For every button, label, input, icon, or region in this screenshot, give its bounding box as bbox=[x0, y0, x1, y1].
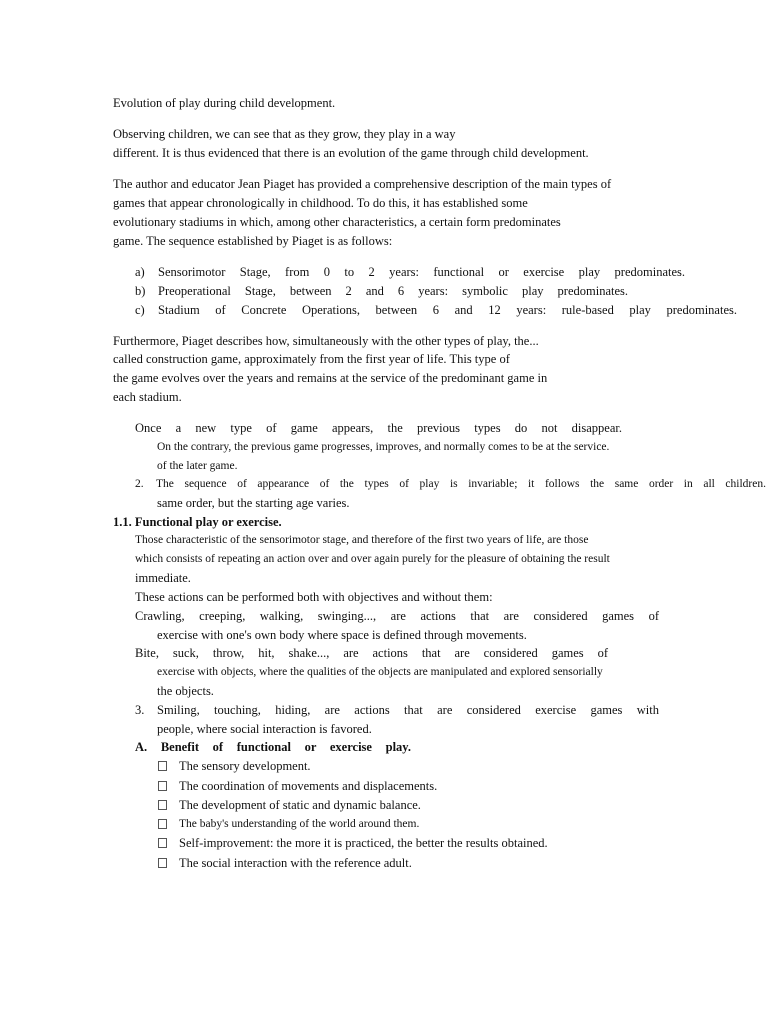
paragraph-line: These actions can be performed both with objectives and without them: bbox=[135, 590, 493, 604]
bullet-item: The sensory development. bbox=[179, 759, 311, 773]
paragraph-line: which consists of repeating an action over and over again purely for the pleasure of obtaining the result bbox=[135, 553, 610, 565]
list-marker: c) bbox=[135, 303, 145, 317]
paragraph-line: called construction game, approximately from the first year of life. This type of bbox=[113, 352, 510, 366]
list-item-continuation: people, where social interaction is favored. bbox=[157, 722, 372, 736]
list-item: The sequence of appearance of the types of play is invariable; it follows the same order in all children. bbox=[156, 478, 766, 490]
paragraph-line: evolutionary stadiums in which, among other characteristics, a certain form predominates bbox=[113, 215, 561, 229]
list-item: Crawling, creeping, walking, swinging..., are actions that are considered games of bbox=[135, 609, 659, 623]
list-item-continuation: exercise with one's own body where space is defined through movements. bbox=[157, 628, 527, 642]
paragraph-line: Those characteristic of the sensorimotor stage, and therefore of the first two years of life, are those bbox=[135, 534, 589, 546]
paragraph-line: each stadium. bbox=[113, 390, 182, 404]
checkbox-bullet-icon bbox=[158, 800, 167, 810]
checkbox-bullet-icon bbox=[158, 819, 167, 829]
checkbox-bullet-icon bbox=[158, 781, 167, 791]
paragraph-line: The author and educator Jean Piaget has provided a comprehensive description of the main types of bbox=[113, 177, 612, 191]
checkbox-bullet-icon bbox=[158, 858, 167, 868]
list-marker: 3. bbox=[135, 703, 145, 717]
list-item-continuation: of the later game. bbox=[157, 460, 238, 472]
list-item: Preoperational Stage, between 2 and 6 years: symbolic play predominates. bbox=[158, 284, 628, 298]
list-item: Once a new type of game appears, the previous types do not disappear. bbox=[135, 421, 622, 435]
list-item: Sensorimotor Stage, from 0 to 2 years: functional or exercise play predominates. bbox=[158, 265, 685, 279]
bullet-item: The development of static and dynamic balance. bbox=[179, 798, 421, 812]
list-marker: b) bbox=[135, 284, 146, 298]
list-item-continuation: exercise with objects, where the qualities of the objects are manipulated and explored sensorially bbox=[157, 666, 603, 678]
section-heading: 1.1. Functional play or exercise. bbox=[113, 515, 282, 529]
list-item: Bite, suck, throw, hit, shake..., are actions that are considered games of bbox=[135, 646, 608, 660]
checkbox-bullet-icon bbox=[158, 838, 167, 848]
paragraph-line: Observing children, we can see that as they grow, they play in a way bbox=[113, 127, 456, 141]
paragraph-line: immediate. bbox=[135, 571, 191, 585]
list-item-continuation: the objects. bbox=[157, 684, 214, 698]
list-marker: a) bbox=[135, 265, 145, 279]
bullet-item: The social interaction with the reference adult. bbox=[179, 856, 412, 870]
document-title: Evolution of play during child development. bbox=[113, 96, 336, 110]
paragraph-line: games that appear chronologically in childhood. To do this, it has established some bbox=[113, 196, 528, 210]
bullet-item: Self-improvement: the more it is practiced, the better the results obtained. bbox=[179, 836, 548, 850]
subsection-heading: A. Benefit of functional or exercise play. bbox=[135, 740, 411, 754]
bullet-item: The baby's understanding of the world around them. bbox=[179, 818, 420, 830]
paragraph-line: the game evolves over the years and remains at the service of the predominant game in bbox=[113, 371, 548, 385]
list-item-continuation: same order, but the starting age varies. bbox=[157, 496, 350, 510]
bullet-item: The coordination of movements and displacements. bbox=[179, 779, 438, 793]
list-item: Smiling, touching, hiding, are actions that are considered exercise games with bbox=[157, 703, 659, 717]
list-item: Stadium of Concrete Operations, between 6 and 12 years: rule-based play predominates. bbox=[158, 303, 737, 317]
list-item-continuation: On the contrary, the previous game progresses, improves, and normally comes to be at the service. bbox=[157, 441, 610, 453]
paragraph-line: different. It is thus evidenced that there is an evolution of the game through child development. bbox=[113, 146, 589, 160]
paragraph-line: game. The sequence established by Piaget is as follows: bbox=[113, 234, 393, 248]
checkbox-bullet-icon bbox=[158, 761, 167, 771]
paragraph-line: Furthermore, Piaget describes how, simultaneously with the other types of play, the... bbox=[113, 334, 539, 348]
list-marker: 2. bbox=[135, 478, 144, 490]
